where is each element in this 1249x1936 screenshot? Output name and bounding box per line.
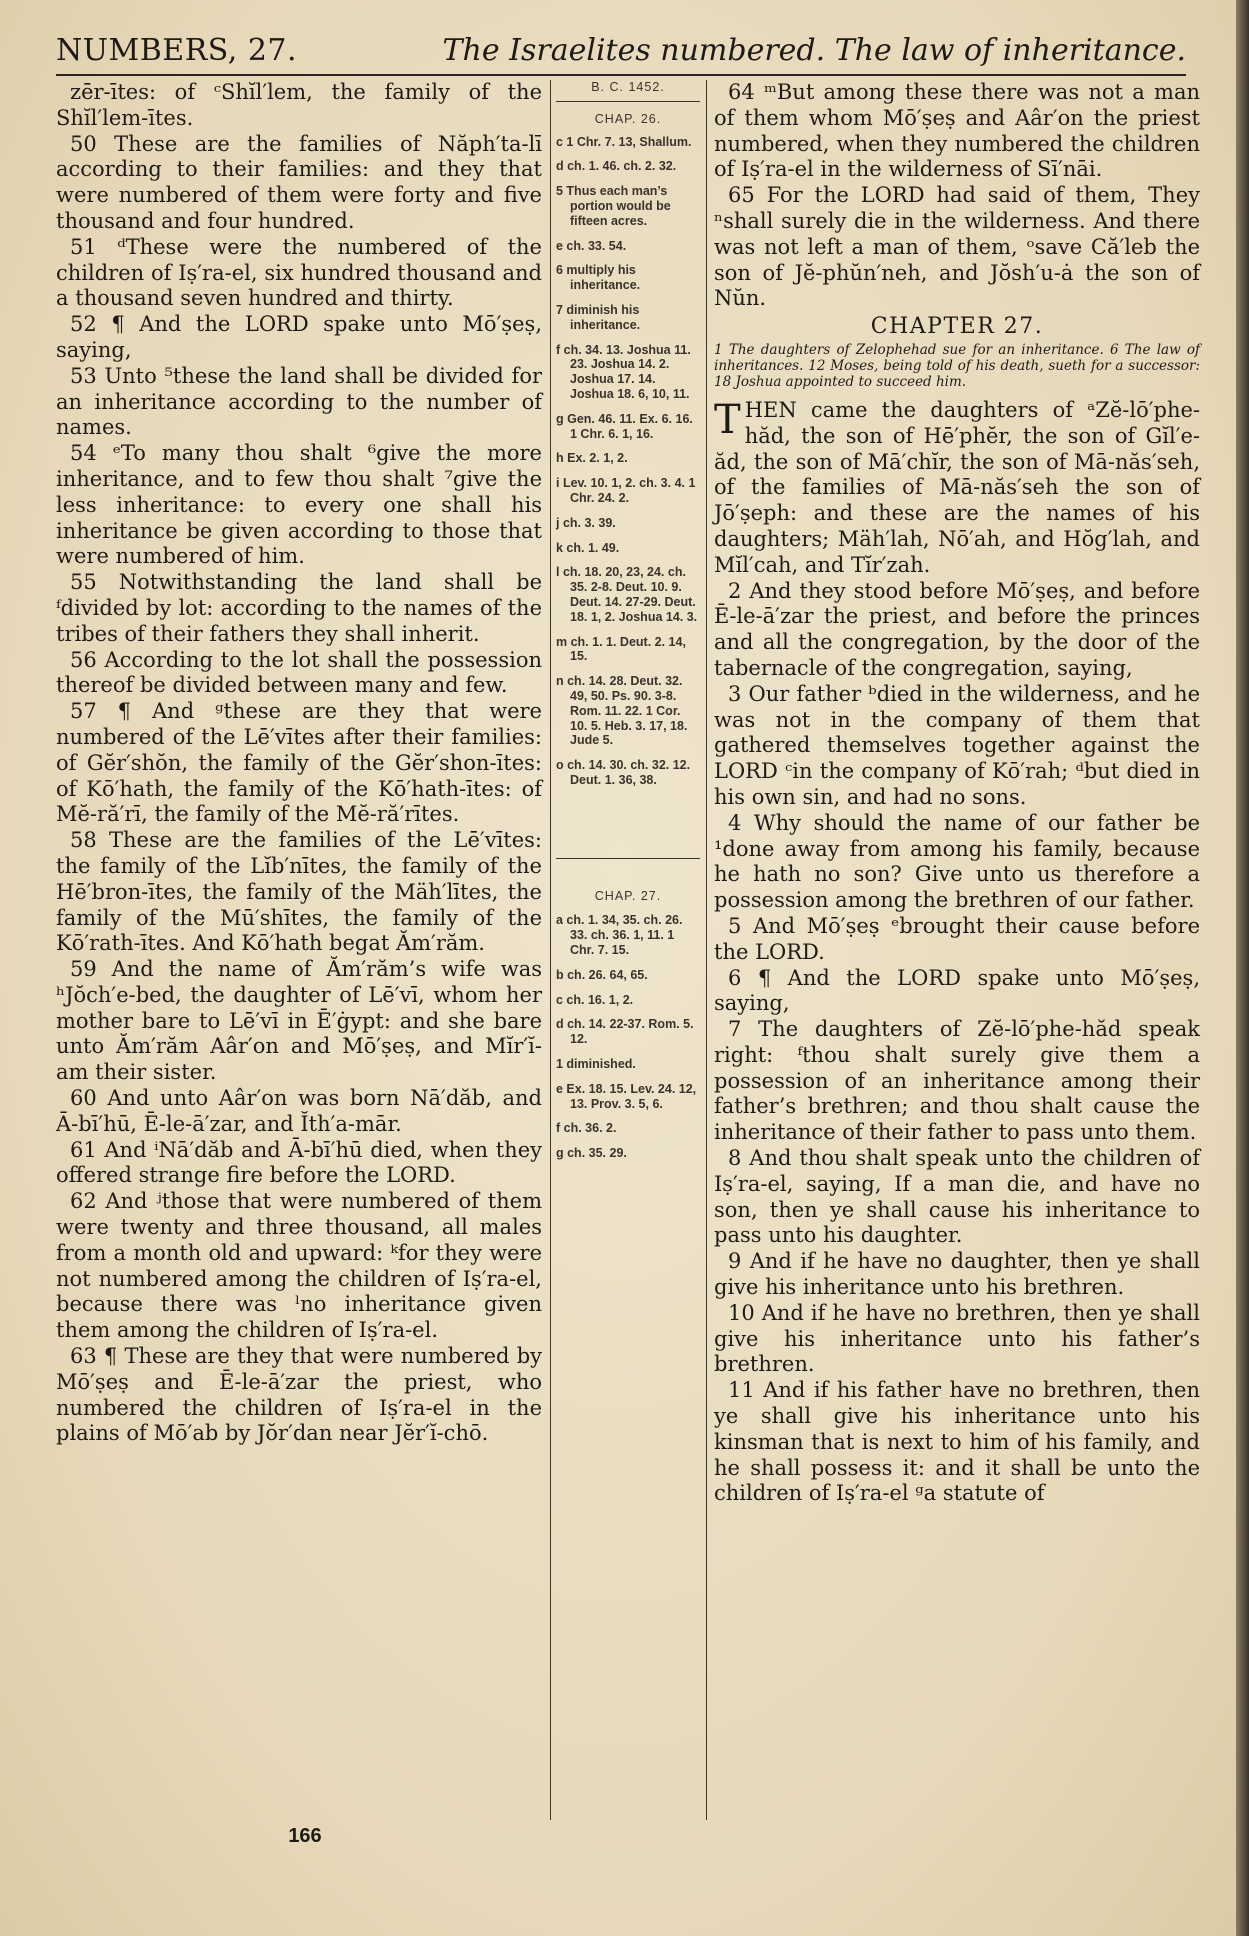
cross-reference: c 1 Chr. 7. 13, Shallum. <box>556 134 692 149</box>
cross-reference: 6 multiply his inheritance. <box>556 263 641 293</box>
verse-paragraph: 10 And if he have no brethren, then ye shall give his inheritance unto his father’s brethren. <box>714 1300 1200 1377</box>
cross-reference: 7 diminish his inheritance. <box>556 302 641 332</box>
verse-paragraph: 54 ᵉTo many thou shalt ⁶give the more inheritance, and to few thou shalt ⁷give the less inheritance: to every one shall his inheritance be given according to those that were numbered of him. <box>56 441 542 569</box>
verse-paragraph: 3 Our father ᵇdied in the wilderness, and he was not in the company of them that gathered themselves together against the LORD ᶜin the company of Kō′rah; ᵈbut died in his own sin, and had no sons. <box>714 681 1200 809</box>
chapter-heading: CHAPTER 27. <box>870 314 1044 340</box>
verse-paragraph: 61 And ⁱNā′dăb and Ā-bī′hū died, when they offered strange fire before the LORD. <box>56 1137 542 1188</box>
ref-rule <box>556 858 700 859</box>
cross-reference: d ch. 14. 22-37. Rom. 5. 12. <box>556 1017 694 1047</box>
book-edge <box>1236 0 1249 1936</box>
cross-reference: g ch. 35. 29. <box>556 1146 627 1161</box>
cross-reference: 5 Thus each man’s portion would be fifteen acres. <box>556 184 671 228</box>
column-divider-left <box>550 80 551 1820</box>
verse-paragraph: 5 And Mō′ṣeṣ ᵉbrought their cause before the LORD. <box>714 913 1200 964</box>
column-divider-right <box>706 80 707 1820</box>
verse-paragraph: 60 And unto Aâr′on was born Nā′dăb, and Ā-bī′hū, Ē-le-ā′zar, and Ĭth′a-mār. <box>56 1086 542 1136</box>
chap27-ref-label: CHAP. 27. <box>594 888 662 903</box>
verse-paragraph: 51 ᵈThese were the numbered of the children of Iṣ′ra-el, six hundred thousand and a thousand seven hundred and thirty. <box>56 234 542 311</box>
cross-reference: g Gen. 46. 11. Ex. 6. 16. 1 Chr. 6. 1, 16. <box>556 411 693 441</box>
verse-paragraph: 58 These are the families of the Lē′vītes: the family of the Lĭb′nītes, the family of the Hē′bron-ītes, the family of the Mäh′lītes, the family of the Mū′shītes, the family of the Kō′rath-ītes. And Kō′hath begat Ăm′răm. <box>56 828 542 956</box>
verse-paragraph: 64 ᵐBut among these there was not a man of them whom Mō′ṣeṣ and Aâr′on the priest numbered, when they numbered the children of Iṣ′ra-el in the wilderness of Sī′nāi. <box>714 80 1200 182</box>
cross-reference: e Ex. 18. 15. Lev. 24. 12, 13. Prov. 3. 5, 6. <box>556 1081 697 1111</box>
verse-paragraph: 53 Unto ⁵these the land shall be divided for an inheritance according to the number of names. <box>56 363 542 440</box>
verse-1 <box>714 398 1200 579</box>
running-header <box>56 30 1186 72</box>
page-title: The Israelites numbered. The law of inheritance. <box>442 33 1186 68</box>
cross-reference: l ch. 18. 20, 23, 24. ch. 35. 2-8. Deut. 10. 9. Deut. 14. 27-29. Deut. 18. 1, 2. Joshua 14. 3. <box>556 565 698 624</box>
date-label: B. C. 1452. <box>591 80 665 94</box>
verse-text: HEN came the daughters of ᵃZĕ-lō′phe-hăd, the son of Hē′phĕr, the son of Gĭl′e-ăd, the son of Mā′chĭr, the son of Mā-năs′seh, of the families of Mā-năs′seh the son of Jō′ṣeph: and these are the names of his daughters; Mäh′lah, Nō′ah, and Hŏg′lah, and Mĭl′cah, and Tĭr′zah. <box>714 397 1200 577</box>
cross-reference: o ch. 14. 30. ch. 32. 12. Deut. 1. 36, 38. <box>556 758 691 787</box>
verse-paragraph: 65 For the LORD had said of them, They ⁿshall surely die in the wilderness. And there was not left a man of them, ᵒsave Că′leb the son of Jĕ-phŭn′neh, and Jŏsh′u-ȧ the son of Nŭn. <box>714 183 1200 311</box>
verse-paragraph: 2 And they stood before Mō′ṣeṣ, and before Ē-le-ā′zar the priest, and before the princes and all the congregation, by the door of the tabernacle of the congregation, saying, <box>714 578 1200 680</box>
book-chapter-label: NUMBERS, 27. <box>56 33 298 68</box>
cross-reference: c ch. 16. 1, 2. <box>556 992 634 1007</box>
cross-reference: d ch. 1. 46. ch. 2. 32. <box>556 159 677 174</box>
verse-paragraph: 52 ¶ And the LORD spake unto Mō′ṣeṣ, saying, <box>56 312 542 362</box>
cross-reference: j ch. 3. 39. <box>556 515 616 530</box>
verse-paragraph: 57 ¶ And ᵍthese are they that were numbered of the Lē′vītes after their families: of Gĕr′shŏn, the family of the Gĕr′shon-ītes: of Kō′hath, the family of the Kō′hath-ītes: of Mĕ-ră′rī, the family of the Mĕ-ră′rītes. <box>56 699 542 827</box>
cross-reference: n ch. 14. 28. Deut. 32. 49, 50. Ps. 90. 3-8. Rom. 11. 22. 1 Cor. 10. 5. Heb. 3. 17, 18. Jude 5. <box>556 674 688 748</box>
ref-rule <box>556 101 700 102</box>
verse-paragraph: 8 And thou shalt speak unto the children of Iṣ′ra-el, saying, If a man die, and have no son, then ye shall cause his inheritance to pass unto his daughter. <box>714 1146 1200 1248</box>
cross-reference: i Lev. 10. 1, 2. ch. 3. 4. 1 Chr. 24. 2. <box>556 476 696 505</box>
cross-reference: k ch. 1. 49. <box>556 540 620 555</box>
cross-reference: h Ex. 2. 1, 2. <box>556 451 628 466</box>
header-rule <box>56 74 1186 76</box>
chapter-summary: 1 The daughters of Zelophehad sue for an inheritance. 6 The law of inheritances. 12 Moses, being told of his death, sueth for a successor: 18 Joshua appointed to succeed him. <box>714 341 1200 390</box>
verse-paragraph: 6 ¶ And the LORD spake unto Mō′ṣeṣ, saying, <box>714 965 1200 1016</box>
left-text-column <box>56 80 542 1447</box>
right-text-column <box>714 80 1200 1507</box>
verse-paragraph: 62 And ʲthose that were numbered of them were twenty and three thousand, all males from a month old and upward: ᵏfor they were not numbered among the children of Iṣ′ra-el, because there was ˡno inheritance given them among the children of Iṣ′ra-el. <box>56 1189 542 1343</box>
chap26-ref-label: CHAP. 26. <box>594 111 662 126</box>
chapter26-end-verses <box>714 80 1200 312</box>
cross-reference: f ch. 36. 2. <box>556 1121 617 1136</box>
verse-paragraph: 9 And if he have no daughter, then ye shall give his inheritance unto his brethren. <box>714 1249 1200 1300</box>
cross-reference: 1 diminished. <box>556 1057 636 1072</box>
drop-cap: T <box>714 396 741 443</box>
verse-paragraph: 7 The daughters of Zĕ-lō′phe-hăd speak right: ᶠthou shalt surely give them a possession of an inheritance among their father’s brethren; and thou shalt cause the inheritance of their father to pass unto them. <box>714 1017 1200 1145</box>
chap27-refs <box>556 913 700 1161</box>
cross-reference: a ch. 1. 34, 35. ch. 26. 33. ch. 36. 1, 11. 1 Chr. 7. 15. <box>556 913 683 958</box>
verse-paragraph: 55 Notwithstanding the land shall be ᶠdivided by lot: according to the names of the tribes of their fathers they shall inherit. <box>56 570 542 646</box>
page-number: 166 <box>288 1825 322 1847</box>
cross-reference: f ch. 34. 13. Joshua 11. 23. Joshua 14. 2. Joshua 17. 14. Joshua 18. 6, 10, 11. <box>556 342 691 401</box>
center-reference-column <box>556 80 700 1171</box>
cross-reference: b ch. 26. 64, 65. <box>556 967 648 982</box>
verse-paragraph: zēr-ītes: of ᶜShĭl′lem, the family of the Shĭl′lem-ītes. <box>56 80 542 130</box>
cross-reference: e ch. 33. 54. <box>556 238 627 253</box>
chap26-refs <box>556 135 700 788</box>
verse-paragraph: 59 And the name of Ăm′răm’s wife was ʰJŏch′e-bed, the daughter of Lē′vī, whom her mother bare to Lē′vī in Ē′ġypt: and she bare unto Ăm′răm Aâr′on and Mō′ṣeṣ, and Mĭr′ĭ-am their sister. <box>56 957 542 1085</box>
verse-paragraph: 63 ¶ These are they that were numbered by Mō′ṣeṣ and Ē-le-ā′zar the priest, who numbered the children of Iṣ′ra-el in the plains of Mō′ab by Jŏr′dan near Jĕr′ĭ-chō. <box>56 1344 542 1446</box>
verse-paragraph: 50 These are the families of Năph′ta-lī according to their families: and they that were numbered of them were forty and five thousand and four hundred. <box>56 131 542 233</box>
cross-reference: m ch. 1. 1. Deut. 2. 14, 15. <box>556 634 686 664</box>
verse-paragraph: 56 According to the lot shall the possession thereof be divided between many and few. <box>56 647 542 698</box>
verse-paragraph: 4 Why should the name of our father be ¹done away from among his family, because he hath no son? Give unto us therefore a possession among the brethren of our father. <box>714 810 1200 913</box>
verse-paragraph: 11 And if his father have no brethren, then ye shall give his inheritance unto his kinsman that is next to him of his family, and he shall possess it: and it shall be unto the children of Iṣ′ra-el ᵍa statute of <box>714 1378 1200 1506</box>
chapter27-verses <box>714 579 1200 1508</box>
